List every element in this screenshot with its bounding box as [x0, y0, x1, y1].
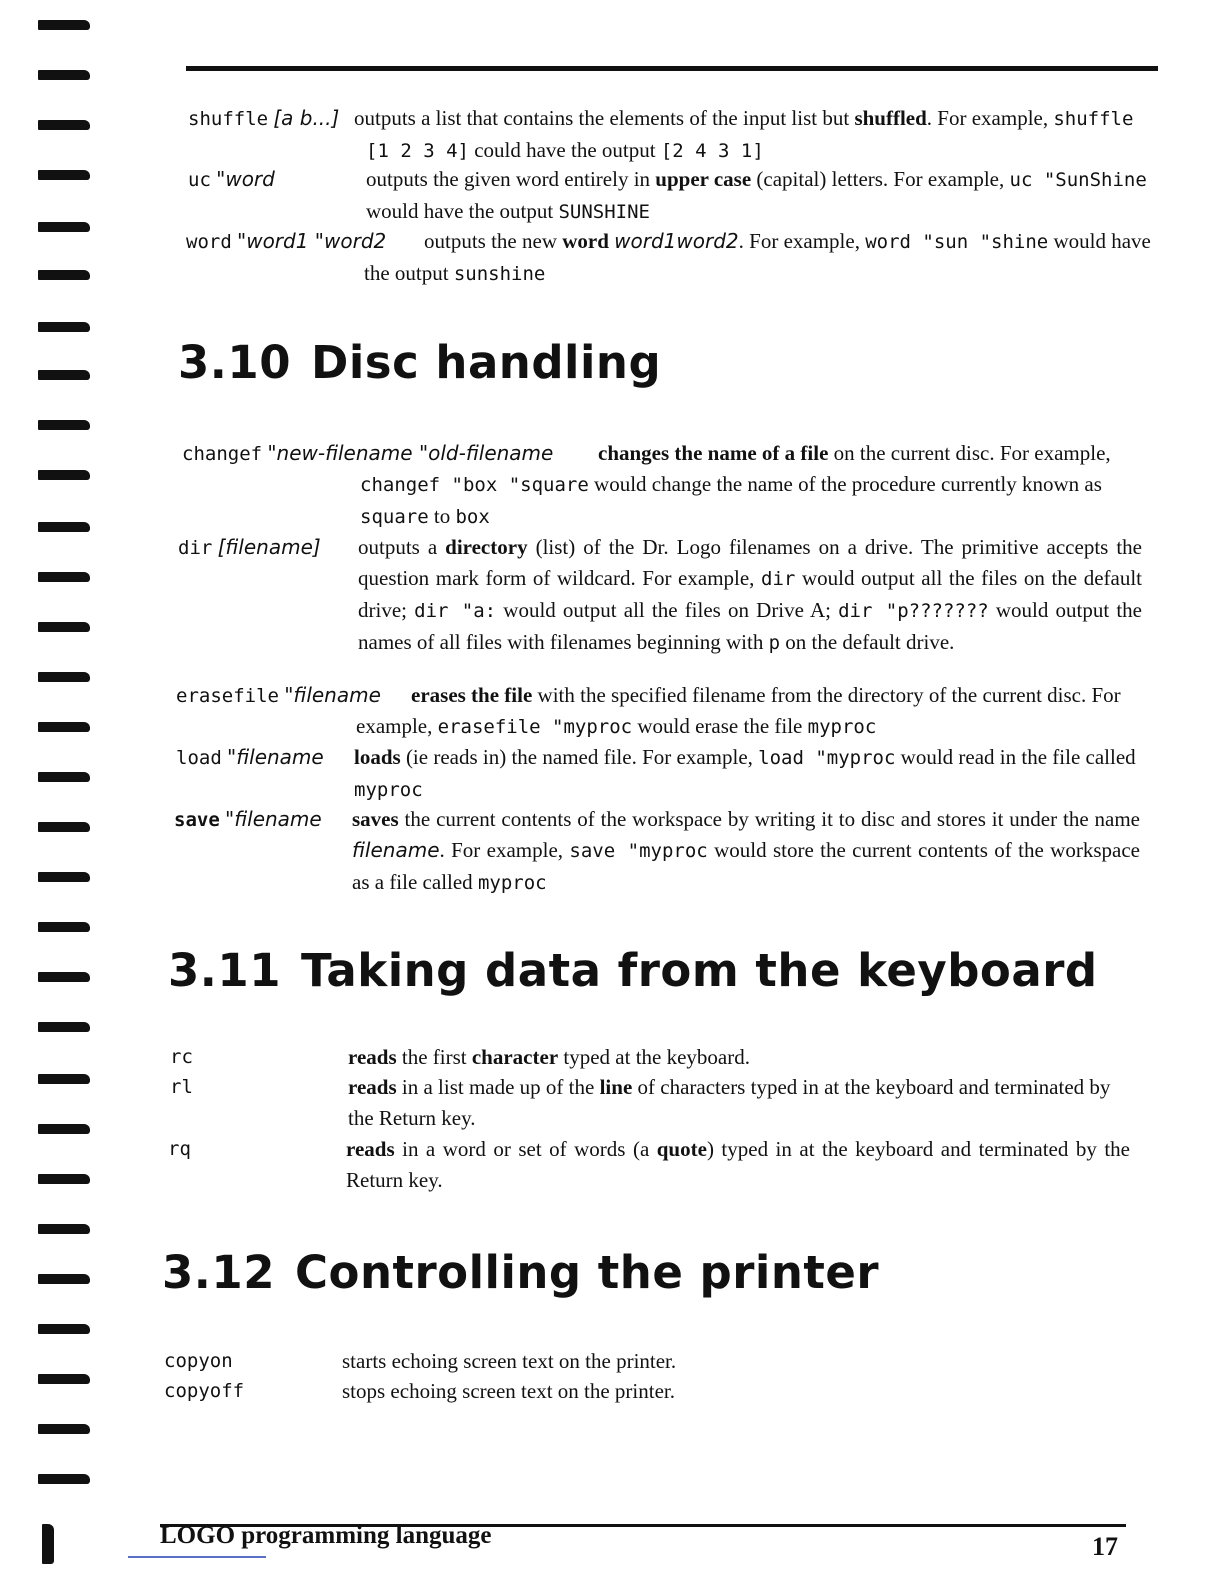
entry-term: word "word1 "word2 [186, 229, 387, 253]
entry-description: reads in a word or set of words (a quote) typed in at the keyboard and terminated by the Return key. [346, 1137, 1130, 1192]
section-heading-3-12: 3.12 Controlling the printer [162, 1246, 880, 1299]
footer-title: LOGO programming language [160, 1522, 492, 1549]
entry-rl [170, 1072, 1132, 1134]
top-rule [186, 66, 1158, 71]
entry-description: stops echoing screen text on the printer. [342, 1379, 675, 1403]
page-number: 17 [1092, 1532, 1118, 1561]
entry-rq [168, 1134, 1130, 1196]
section-heading-3-11: 3.11 Taking data from the keyboard [168, 944, 1098, 997]
entry-copyon [164, 1346, 1124, 1377]
entry-term: copyoff [164, 1380, 245, 1402]
entry-description: loads (ie reads in) the named file. For example, load "myproc would read in the file called myproc [354, 745, 1136, 801]
entry-description: changes the name of a file on the current disc. For example, changef "box "square would change the name of the procedure currently known as square to box [360, 441, 1111, 528]
entry-description: saves the current contents of the workspace by writing it to disc and stores it under the name filename. For example, save "myproc would store the current contents of the workspace as a file called myproc [352, 807, 1140, 894]
entry-rc [170, 1042, 1132, 1073]
section-heading-3-10: 3.10 Disc handling [178, 336, 662, 389]
entry-description: outputs the new word word1word2. For example, word "sun "shine would have the output sunshine [364, 229, 1151, 285]
entry-copyoff [164, 1376, 1124, 1407]
entry-term: copyon [164, 1350, 233, 1372]
entry-term: erasefile "filename [176, 683, 381, 707]
entry-description: outputs a list that contains the elements of the input list but shuffled. For example, shuffle [1 2 3 4] could have the output [2 4 3 1] [354, 106, 1134, 162]
binding-edge [0, 0, 110, 1584]
entry-term: shuffle [a b...] [188, 106, 340, 130]
entry-word [186, 226, 1151, 290]
footer-underline [128, 1556, 266, 1558]
entry-term: changef "new-filename "old-filename [182, 441, 554, 465]
entry-term: uc "word [188, 167, 275, 191]
entry-description: outputs the given word entirely in upper case (capital) letters. For example, uc "SunShine would have the output SUNSHINE [366, 167, 1147, 223]
entry-description: erases the file with the specified filename from the directory of the current disc. For example, erasefile "myproc would erase the file myproc [356, 683, 1121, 738]
entry-term: load "filename [176, 745, 324, 769]
entry-term: dir [filename] [178, 535, 321, 559]
entry-uc [188, 164, 1153, 228]
entry-shuffle [188, 103, 1153, 167]
entry-dir [178, 532, 1142, 659]
entry-term: rl [170, 1076, 193, 1098]
entry-load [176, 742, 1142, 806]
entry-term: rq [168, 1138, 191, 1160]
entry-term: rc [170, 1046, 193, 1068]
entry-description: reads in a list made up of the line of characters typed in at the keyboard and terminated by the Return key. [348, 1075, 1111, 1130]
entry-erasefile [176, 680, 1142, 743]
entry-changef [182, 438, 1146, 533]
entry-description: outputs a directory (list) of the Dr. Logo filenames on a drive. The primitive accepts the question mark form of wildcard. For example, dir would output all the files on the default drive; dir "a: would output all the files on Drive A; dir "p??????? would output the names of all files with filenames beginning with p on the default drive. [358, 535, 1142, 654]
entry-term: save "filename [174, 807, 322, 831]
entry-description: reads the first character typed at the keyboard. [348, 1045, 750, 1069]
entry-save [174, 804, 1140, 899]
entry-description: starts echoing screen text on the printer. [342, 1349, 677, 1373]
